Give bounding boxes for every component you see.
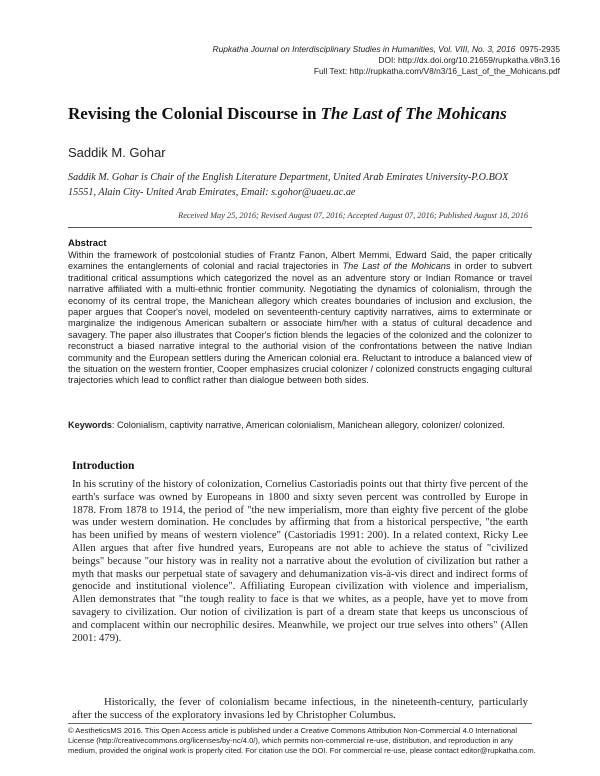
abstract-heading: Abstract [68,238,107,249]
running-header [213,44,560,77]
fulltext-link[interactable]: Full Text: http://rupkatha.com/V8/n3/16_Last_of_the_Mohicans.pdf [313,66,560,76]
abstract-text [68,250,532,387]
author-affiliation: Saddik M. Gohar is Chair of the English Literature Department, United Arab Emirates University-P.O.BOX 15551, Alain City- United Arab Emirates, Email: s.gohor@uaeu.ac.ae [68,172,509,198]
footnote-divider [68,723,532,724]
journal-name: Rupkatha Journal on Interdisciplinary Studies in Humanities, Vol. VIII, No. 3, 2016 [212,44,516,54]
title-text: Revising the Colonial Discourse in [68,104,321,123]
issn: 0975-2935 [519,44,560,54]
abstract-part2: in order to subvert traditional critical assumptions which categorized the novel as an adventure story or Indian Romance or travel narrative affiliated with a multi-ethnic frontier community. Negotiating the dynamics of colonialism, through the economy of its central trope, the Manichean allegory which creates boundaries of inclusion and exclusion, the paper argues that Cooper's novel, modeled on seventeenth-century captivity narratives, aims to exterminate or marginalize the indigenous American subaltern or associate him/her with a status of cultural decadence and savagery. The paper also illustrates that Cooper's fiction blends the legacies of the colonized and the colonizer to reconstruct a biased narrative integral to the authorial vision of the confrontations between the native Indian community and the European settlers during the American colonial era. Reluctant to introduce a balanced view of the situation on the western frontier, Cooper emphasizes crucial colonizer / colonized constructs engaging cultural trajectories which lead to conflict rather than dialogue between both sides. [68,261,532,386]
author-name: Saddik M. Gohar [68,145,166,160]
article-title [68,104,507,124]
keywords-label: Keywords [68,420,112,430]
keywords-text: : Colonialism, captivity narrative, American colonialism, Manichean allegory, colonizer/ colonized. [111,420,505,430]
introduction-heading: Introduction [72,460,135,472]
body-paragraph-2-text: Historically, the fever of colonialism became infectious, in the nineteenth-century, particularly after the success of the exploratory invasions led by Christopher Columbus. [72,696,528,721]
abstract-italic: The Last of the Mohicans [342,261,451,272]
body-paragraph-1: In his scrutiny of the history of colonization, Cornelius Castoriadis points out that thirty five percent of the earth's surface was owned by Europeans in 1800 and sixty seven percent was controlled by Europe in 1878. From 1878 to 1914, the period of "the new imperialism, more than eighty five percent of the globe was under western domination. He concludes by affirming that from a historical perspective, "the earth has been unified by means of western violence" (Castoriadis 1991: 200). In a related context, Ricky Lee Allen argues that after five hundred years, Europeans are not able to achieve the status of "civilized beings" because "our history was in reality not a narrative about the evolution of civilization but rather a myth that masks our perpetual state of savagery and dehumanization vis-à-vis direct and indirect forms of genocide and institutional violence". Affiliating European civilization with violence and imperialism, Allen demonstrates that "the tough reality to face is that we whites, as a people, have yet to move from savagery to civilization. Our notion of civilization is part of a dream state that keeps us unconscious of and complacent within our necrophilic desires. Meanwhile, we project our true selves into others" (Allen 2001: 479). [72,478,528,644]
title-italic-text: The Last of The Mohicans [320,104,507,123]
doi-link[interactable]: DOI: http://dx.doi.org/10.21659/rupkatha.v8n3.16 [378,55,560,65]
keywords [68,420,532,431]
body-paragraph-2 [72,696,528,722]
abstract-part1: Within the framework of postcolonial studies of Frantz Fanon, Albert Memmi, Edward Said, the paper critically examines the entanglements of colonial and racial trajectories in [68,250,532,272]
divider [68,227,532,228]
publication-dates: Received May 25, 2016; Revised August 07, 2016; Accepted August 07, 2016; Published August 18, 2016 [178,211,528,220]
license-footnote: © AestheticsMS 2016. This Open Access article is published under a Creative Commons Attribution Non-Commercial 4.0 International License (http://creativecommons.org/licenses/by-nc/4.0/), which permits non-commercial re-use, distribution, and reproduction in any medium, provided the original work is properly cited. For citation use the DOI. For commercial re-use, please contact editor@rupkatha.com. [68,726,536,756]
